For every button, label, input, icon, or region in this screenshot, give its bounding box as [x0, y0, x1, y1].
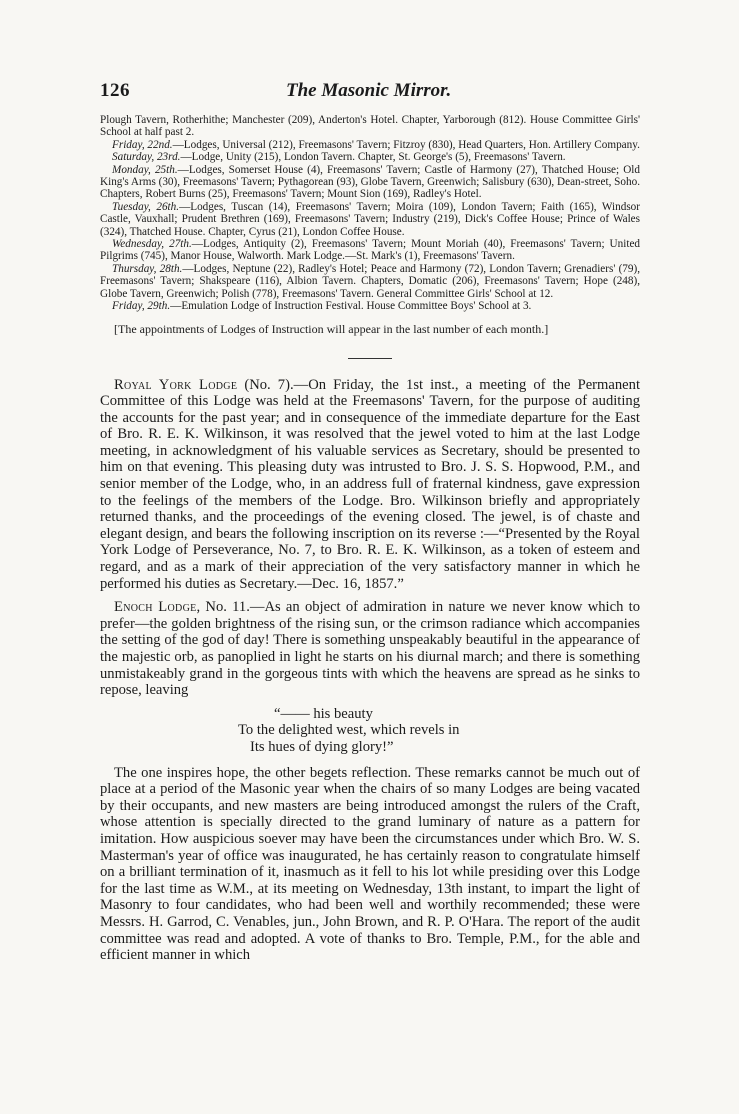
calendar-entry	[100, 164, 640, 201]
calendar-entry	[100, 300, 640, 312]
verse-line: “—— his beauty	[274, 705, 373, 722]
running-title: The Masonic Mirror.	[286, 80, 452, 101]
calendar-text: —Emulation Lodge of Instruction Festival. House Committee Boys' School at 3.	[170, 300, 532, 313]
enoch-text: , No. 11.—As an object of admiration in nature we never know which to prefer—the golden brightness of the rising sun, or the crimson radiance which accompanies the setting of the god of day! There is something unspeakably beautiful in the appearance of the majestic orb, as panoplied in light he starts on his diurnal march; and there is something unmistakeably grand in the gorgeous tints with which the heavens are spread as he sinks to repose, leaving	[100, 599, 640, 699]
calendar-day: Friday, 29th.	[112, 300, 171, 313]
calendar-text: —Lodges, Tuscan (14), Freemasons' Tavern; Moira (109), London Tavern; Faith (165), Windsor Castle, Vauxhall; Prudent Brethren (169), Freemasons' Tavern; Industry (219), Dick's Coffee House; Prince of Wales (324), Thatched House. Chapter, Cyrus (21), London Coffee House.	[100, 200, 640, 238]
page-number: 126	[100, 80, 130, 101]
calendar-entry	[100, 151, 640, 163]
calendar-entry	[100, 139, 640, 151]
calendar-text: —Lodges, Universal (212), Freemasons' Tavern; Fitzroy (830), Head Quarters, Hon. Artillery Company.	[172, 138, 640, 151]
calendar-day: Friday, 22nd.	[112, 138, 173, 151]
calendar-text: —Lodges, Antiquity (2), Freemasons' Tavern; Mount Moriah (40), Freemasons' Tavern; United Pilgrims (745), Manor House, Walworth. Mark Lodge.—St. Mark's (1), Freemasons' Tavern.	[100, 238, 640, 263]
verse-line: Its hues of dying glory!”	[250, 738, 394, 755]
verse-line: To the delighted west, which revels in	[238, 722, 460, 739]
lodge-heading-royal-york: Royal York Lodge	[114, 376, 238, 393]
calendar-text: —Lodge, Unity (215), London Tavern. Chapter, St. George's (5), Freemasons' Tavern.	[180, 151, 566, 164]
lodge-heading-enoch: Enoch Lodge	[114, 599, 197, 616]
calendar-text: —Lodges, Somerset House (4), Freemasons' Tavern; Castle of Harmony (27), Thatched House; Old King's Arms (30), Freemasons' Tavern; Pythagorean (93), Globe Tavern, Greenwich; Salisbury (630), Dean-street, Soho. Chapters, Robert Burns (25), Freemasons' Tavern; Mount Sion (169), Radley's Hotel.	[100, 163, 641, 201]
lodge-calendar	[100, 114, 640, 313]
section-divider	[348, 358, 392, 359]
instruction-notice: [The appointments of Lodges of Instruction will appear in the last number of each month.]	[114, 321, 549, 336]
verse-quotation	[100, 706, 640, 756]
page-header	[100, 80, 640, 104]
article-body	[100, 377, 640, 699]
calendar-entry	[100, 238, 640, 263]
calendar-day: Wednesday, 27th.	[112, 238, 192, 251]
calendar-text: —Lodges, Neptune (22), Radley's Hotel; Peace and Harmony (72), London Tavern; Grenadiers' (79), Freemasons' Tavern; Shakspeare (116), Albion Tavern. Chapters, Domatic (206), Freemasons' Tavern; Hope (248), Globe Tavern, Greenwich; Polish (778), Freemasons' Tavern. General Committee Girls' School at 12.	[100, 262, 640, 300]
calendar-day: Thursday, 28th.	[112, 262, 183, 275]
royal-york-text: (No. 7).—On Friday, the 1st inst., a meeting of the Permanent Committee of this Lodge was held at the Freemasons' Tavern, for the purpose of auditing the accounts for the past year; and in consequence of the immediate departure for the East of Bro. R. E. K. Wilkinson, it was resolved that the jewel voted to him at the last Lodge meeting, in acknowledgment of his valuable services as Secretary, should be presented to him on that evening. This pleasing duty was intrusted to Bro. J. S. S. Hopwood, P.M., and senior member of the Lodge, who, in an address full of fraternal kindness, gave expression to the feelings of the members of the Lodge. Bro. Wilkinson briefly and appropriately returned thanks, and the proceedings of the evening closed. The jewel, is of chaste and elegant design, and bears the following inscription on its reverse :—“Presented by the Royal York Lodge of Perseverance, No. 7, to Bro. R. E. K. Wilkinson, as a token of esteem and regard, and as a mark of their appreciation of the very satisfactory manner in which he performed his duties as Secretary.—Dec. 16, 1857.”	[100, 376, 641, 592]
closing-paragraph: The one inspires hope, the other begets reflection. These remarks cannot be much out of place at a period of the Masonic year when the chairs of so many Lodges are being vacated by their occupants, and new masters are being introduced amongst the rulers of the Craft, whose attention is specially directed to the grand luminary of nature as a pattern for imitation. How auspicious soever may have been the circumstances under which Bro. W. S. Masterman's year of office was inaugurated, he has certainly reason to congratulate himself on a brilliant termination of it, inasmuch as it fell to his lot while presiding over this Lodge for the last time as W.M., at its meeting on Wednesday, 13th instant, to impart the light of Masonry to four candidates, who had been well and worthily recommended; these were Messrs. H. Garrod, C. Venables, jun., John Brown, and R. P. O'Hara. The report of the audit committee was read and adopted. A vote of thanks to Bro. Temple, P.M., for the able and efficient manner in which	[100, 764, 640, 964]
calendar-day: Monday, 25th.	[112, 163, 178, 176]
calendar-entry	[100, 201, 640, 238]
article-body-continued	[100, 765, 640, 964]
enoch-paragraph	[100, 599, 640, 699]
calendar-continuation: Plough Tavern, Rotherhithe; Manchester (209), Anderton's Hotel. Chapter, Yarborough (812). House Committee Girls' School at half past 2.	[100, 114, 640, 139]
royal-york-paragraph	[100, 377, 640, 593]
calendar-day: Tuesday, 26th.	[112, 200, 180, 213]
calendar-entry	[100, 263, 640, 300]
calendar-day: Saturday, 23rd.	[112, 151, 181, 164]
magazine-page	[100, 80, 640, 971]
